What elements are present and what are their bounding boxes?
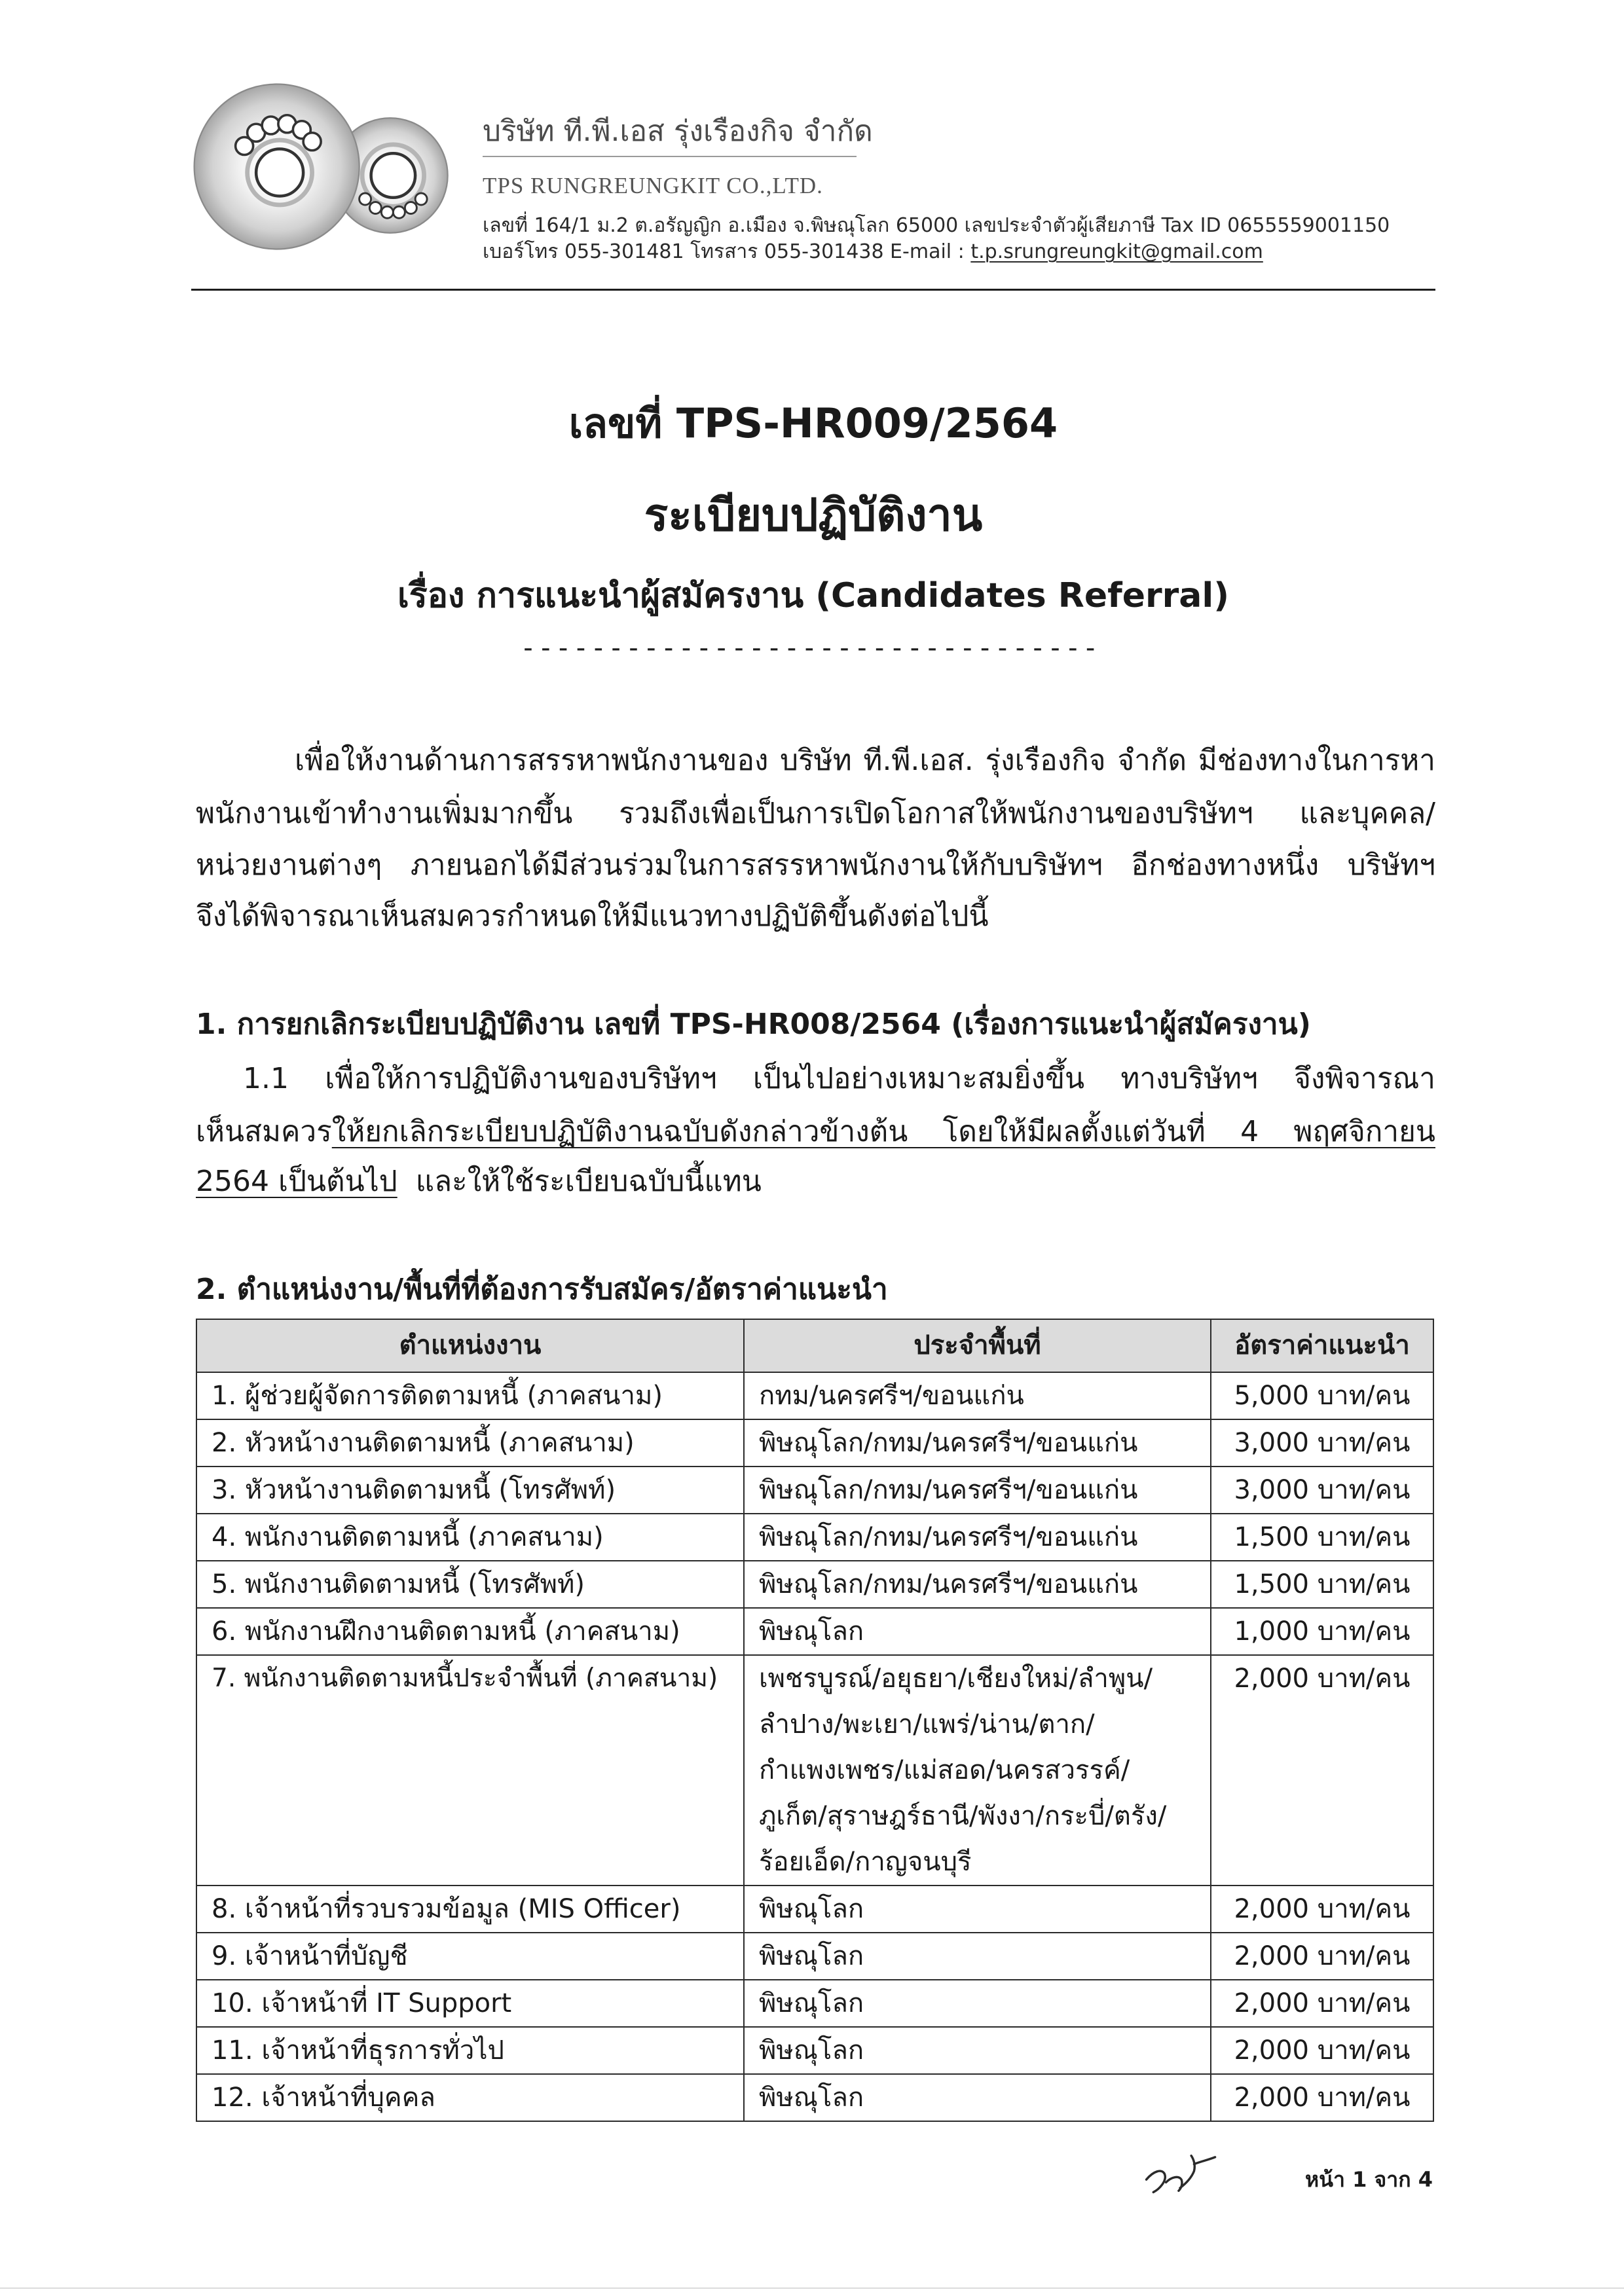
cell-area — [744, 1419, 1211, 1467]
area-text: พิษณุโลก — [759, 1988, 864, 2018]
cell-rate — [1211, 1514, 1433, 1561]
area-text: พิษณุโลก — [759, 2035, 864, 2066]
cell-rate — [1211, 1980, 1433, 2027]
cell-position — [196, 1372, 744, 1419]
column-header-label: อัตราค่าแนะนำ — [1234, 1330, 1410, 1360]
position-text: 7. พนักงานติดตามหนี้ประจำพื้นที่ (ภาคสนาม) — [212, 1664, 718, 1693]
logo-right-hole — [371, 153, 416, 198]
signature — [1141, 2149, 1239, 2198]
document-heading: ระเบียบปฏิบัติงาน — [644, 490, 983, 541]
area-text: พิษณุโลก/กทม/นครศรีฯ/ขอนแก่น — [759, 1475, 1138, 1505]
position-text: 6. พนักงานฝึกงานติดตามหนี้ (ภาคสนาม) — [212, 1616, 680, 1647]
logo-left-hole — [256, 149, 303, 196]
section-1-underlined-text: ให้ยกเลิกระเบียบปฏิบัติงานฉบับดังกล่าวข้างต้น โดยให้มีผลตั้งแต่วันที่ 4 พฤศจิกายน — [331, 1115, 1435, 1148]
cell-area — [744, 1514, 1211, 1561]
cell-position — [196, 2074, 744, 2121]
cell-rate — [1211, 1467, 1433, 1514]
cell-rate — [1211, 1372, 1433, 1419]
cell-area — [744, 1886, 1211, 1933]
column-header-label: ตำแหน่งงาน — [399, 1330, 542, 1360]
area-text: กทม/นครศรีฯ/ขอนแก่น — [759, 1381, 1024, 1411]
position-text: 12. เจ้าหน้าที่บุคคล — [212, 2083, 435, 2113]
cell-position — [196, 1514, 744, 1561]
area-text: ภูเก็ต/สุราษฎร์ธานี/พังงา/กระบี่/ตรัง/ — [759, 1801, 1167, 1831]
rate-text: 2,000 บาท/คน — [1234, 2083, 1411, 2113]
rate-text: 1,500 บาท/คน — [1234, 1569, 1411, 1599]
column-header-area — [744, 1319, 1211, 1372]
cell-rate — [1211, 1561, 1433, 1608]
table-row — [196, 1655, 1433, 1886]
area-text: กำแพงเพชร/แม่สอด/นครสวรรค์/ — [759, 1755, 1130, 1785]
section-1-line — [196, 1108, 1435, 1156]
rate-text: 1,000 บาท/คน — [1234, 1616, 1411, 1647]
cell-area — [744, 1561, 1211, 1608]
position-text: 3. หัวหน้างานติดตามหนี้ (โทรศัพท์) — [212, 1475, 616, 1505]
table-header-row — [196, 1319, 1433, 1372]
intro-line: พนักงานเข้าทำงานเพิ่มมากขึ้น รวมถึงเพื่อเป็นการเปิดโอกาสให้พนักงานของบริษัทฯ และบุคคล/ — [196, 797, 1435, 830]
cell-position — [196, 1561, 744, 1608]
cell-area — [744, 2027, 1211, 2074]
area-text: พิษณุโลก — [759, 1616, 864, 1647]
position-text: 10. เจ้าหน้าที่ IT Support — [212, 1988, 512, 2018]
table-row — [196, 2027, 1433, 2074]
column-header-label: ประจำพื้นที่ — [913, 1330, 1041, 1360]
rate-text: 2,000 บาท/คน — [1234, 1894, 1411, 1924]
rate-text: 2,000 บาท/คน — [1234, 1664, 1411, 1694]
table-row — [196, 1561, 1433, 1608]
section-2-heading: 2. ตำแหน่งงาน/พื้นที่ที่ต้องการรับสมัคร/อัตราค่าแนะนำ — [196, 1273, 888, 1306]
rate-text: 2,000 บาท/คน — [1234, 1941, 1411, 1971]
cell-area — [744, 1655, 1211, 1886]
position-text: 1. ผู้ช่วยผู้จัดการติดตามหนี้ (ภาคสนาม) — [212, 1381, 663, 1411]
cell-area — [744, 1372, 1211, 1419]
intro-line: เพื่อให้งานด้านการสรรหาพนักงานของ บริษัท ที.พี.เอส. รุ่งเรืองกิจ จำกัด มีช่องทางในการหา — [295, 744, 1435, 777]
rate-text: 5,000 บาท/คน — [1234, 1381, 1411, 1411]
cell-rate — [1211, 1886, 1433, 1933]
rate-text: 3,000 บาท/คน — [1234, 1475, 1411, 1505]
position-text: 8. เจ้าหน้าที่รวบรวมข้อมูล (MIS Officer) — [212, 1894, 681, 1924]
table-row — [196, 1886, 1433, 1933]
cell-position — [196, 1886, 744, 1933]
cell-position — [196, 1419, 744, 1467]
section-1-underlined-text: 2564 เป็นต้นไป — [196, 1165, 397, 1198]
cell-position — [196, 2027, 744, 2074]
document-subject: เรื่อง การแนะนำผู้สมัครงาน (Candidates Referral) — [397, 576, 1229, 615]
cell-position — [196, 1933, 744, 1980]
column-header-rate — [1211, 1319, 1433, 1372]
cell-rate — [1211, 1933, 1433, 1980]
position-text: 5. พนักงานติดตามหนี้ (โทรศัพท์) — [212, 1569, 585, 1599]
company-name-thai: บริษัท ที.พี.เอส รุ่งเรืองกิจ จำกัด — [483, 115, 873, 148]
title-divider: --------------------------------- — [523, 633, 1103, 663]
area-text: พิษณุโลก/กทม/นครศรีฯ/ขอนแก่น — [759, 1569, 1138, 1599]
table-row — [196, 1467, 1433, 1514]
company-name-english: TPS RUNGREUNGKIT CO.,LTD. — [483, 173, 823, 198]
cell-position — [196, 1608, 744, 1655]
table-row — [196, 1419, 1433, 1467]
section-1-text: และให้ใช้ระเบียบฉบับนี้แทน — [415, 1165, 762, 1198]
cell-rate — [1211, 1608, 1433, 1655]
area-text: พิษณุโลก — [759, 1894, 864, 1924]
contact-phone-fax: เบอร์โทร 055-301481 โทรสาร 055-301438 E-mail : — [483, 240, 971, 263]
table-row — [196, 1933, 1433, 1980]
position-text: 11. เจ้าหน้าที่ธุรการทั่วไป — [212, 2035, 504, 2066]
intro-line: หน่วยงานต่างๆ ภายนอกได้มีส่วนร่วมในการสรรหาพนักงานให้กับบริษัทฯ อีกช่องทางหนึ่ง บริษัทฯ — [196, 848, 1435, 882]
cell-position — [196, 1980, 744, 2027]
area-text: ลำปาง/พะเยา/แพร่/น่าน/ตาก/ — [759, 1709, 1095, 1740]
table-row — [196, 1980, 1433, 2027]
table-row — [196, 1372, 1433, 1419]
table-body — [196, 1372, 1433, 2121]
area-text: พิษณุโลก — [759, 2083, 864, 2113]
cell-rate — [1211, 2027, 1433, 2074]
table-row — [196, 1514, 1433, 1561]
position-text: 4. พนักงานติดตามหนี้ (ภาคสนาม) — [212, 1522, 604, 1552]
table-row — [196, 2074, 1433, 2121]
document-number: เลขที่ TPS-HR009/2564 — [568, 399, 1058, 447]
area-text: เพชรบูรณ์/อยุธยา/เชียงใหม่/ลำพูน/ — [759, 1664, 1153, 1694]
page-number: หน้า 1 จาก 4 — [1305, 2167, 1433, 2192]
cell-position — [196, 1655, 744, 1886]
column-header-position — [196, 1319, 744, 1372]
cell-position — [196, 1467, 744, 1514]
company-logo — [191, 81, 449, 258]
referral-rate-table — [196, 1319, 1434, 2122]
cell-area — [744, 1980, 1211, 2027]
area-text: พิษณุโลก/กทม/นครศรีฯ/ขอนแก่น — [759, 1522, 1138, 1552]
company-address: เลขที่ 164/1 ม.2 ต.อรัญญิก อ.เมือง จ.พิษณุโลก 65000 เลขประจำตัวผู้เสียภาษี Tax ID 0655559001150 — [483, 214, 1390, 237]
rate-text: 1,500 บาท/คน — [1234, 1522, 1411, 1552]
contact-email: t.p.srungreungkit@gmail.com — [970, 240, 1263, 263]
scan-edge-line — [0, 2287, 1624, 2289]
rate-text: 2,000 บาท/คน — [1234, 1988, 1411, 2018]
cell-area — [744, 2074, 1211, 2121]
area-text: ร้อยเอ็ด/กาญจนบุรี — [759, 1847, 972, 1877]
cell-rate — [1211, 1655, 1433, 1886]
company-name-divider — [483, 156, 857, 157]
table-row — [196, 1608, 1433, 1655]
rate-text: 3,000 บาท/คน — [1234, 1428, 1411, 1458]
section-1-line — [196, 1158, 1435, 1205]
section-1-text: เห็นสมควร — [196, 1115, 332, 1148]
area-text: พิษณุโลก/กทม/นครศรีฯ/ขอนแก่น — [759, 1428, 1138, 1458]
cell-area — [744, 1608, 1211, 1655]
cell-rate — [1211, 1419, 1433, 1467]
position-text: 2. หัวหน้างานติดตามหนี้ (ภาคสนาม) — [212, 1428, 635, 1458]
intro-line: จึงได้พิจารณาเห็นสมควรกำหนดให้มีแนวทางปฏิบัติขึ้นดังต่อไปนี้ — [196, 900, 989, 933]
rate-text: 2,000 บาท/คน — [1234, 2035, 1411, 2066]
section-1-heading: 1. การยกเลิกระเบียบปฏิบัติงาน เลขที่ TPS-HR008/2564 (เรื่องการแนะนำผู้สมัครงาน) — [196, 1008, 1311, 1041]
area-text: พิษณุโลก — [759, 1941, 864, 1971]
position-text: 9. เจ้าหน้าที่บัญชี — [212, 1941, 408, 1971]
cell-rate — [1211, 2074, 1433, 2121]
section-1-line: 1.1 เพื่อให้การปฏิบัติงานของบริษัทฯ เป็นไปอย่างเหมาะสมยิ่งขึ้น ทางบริษัทฯ จึงพิจารณา — [243, 1062, 1435, 1095]
letterhead-rule — [191, 289, 1435, 291]
cell-area — [744, 1467, 1211, 1514]
cell-area — [744, 1933, 1211, 1980]
company-contact — [483, 237, 1435, 267]
